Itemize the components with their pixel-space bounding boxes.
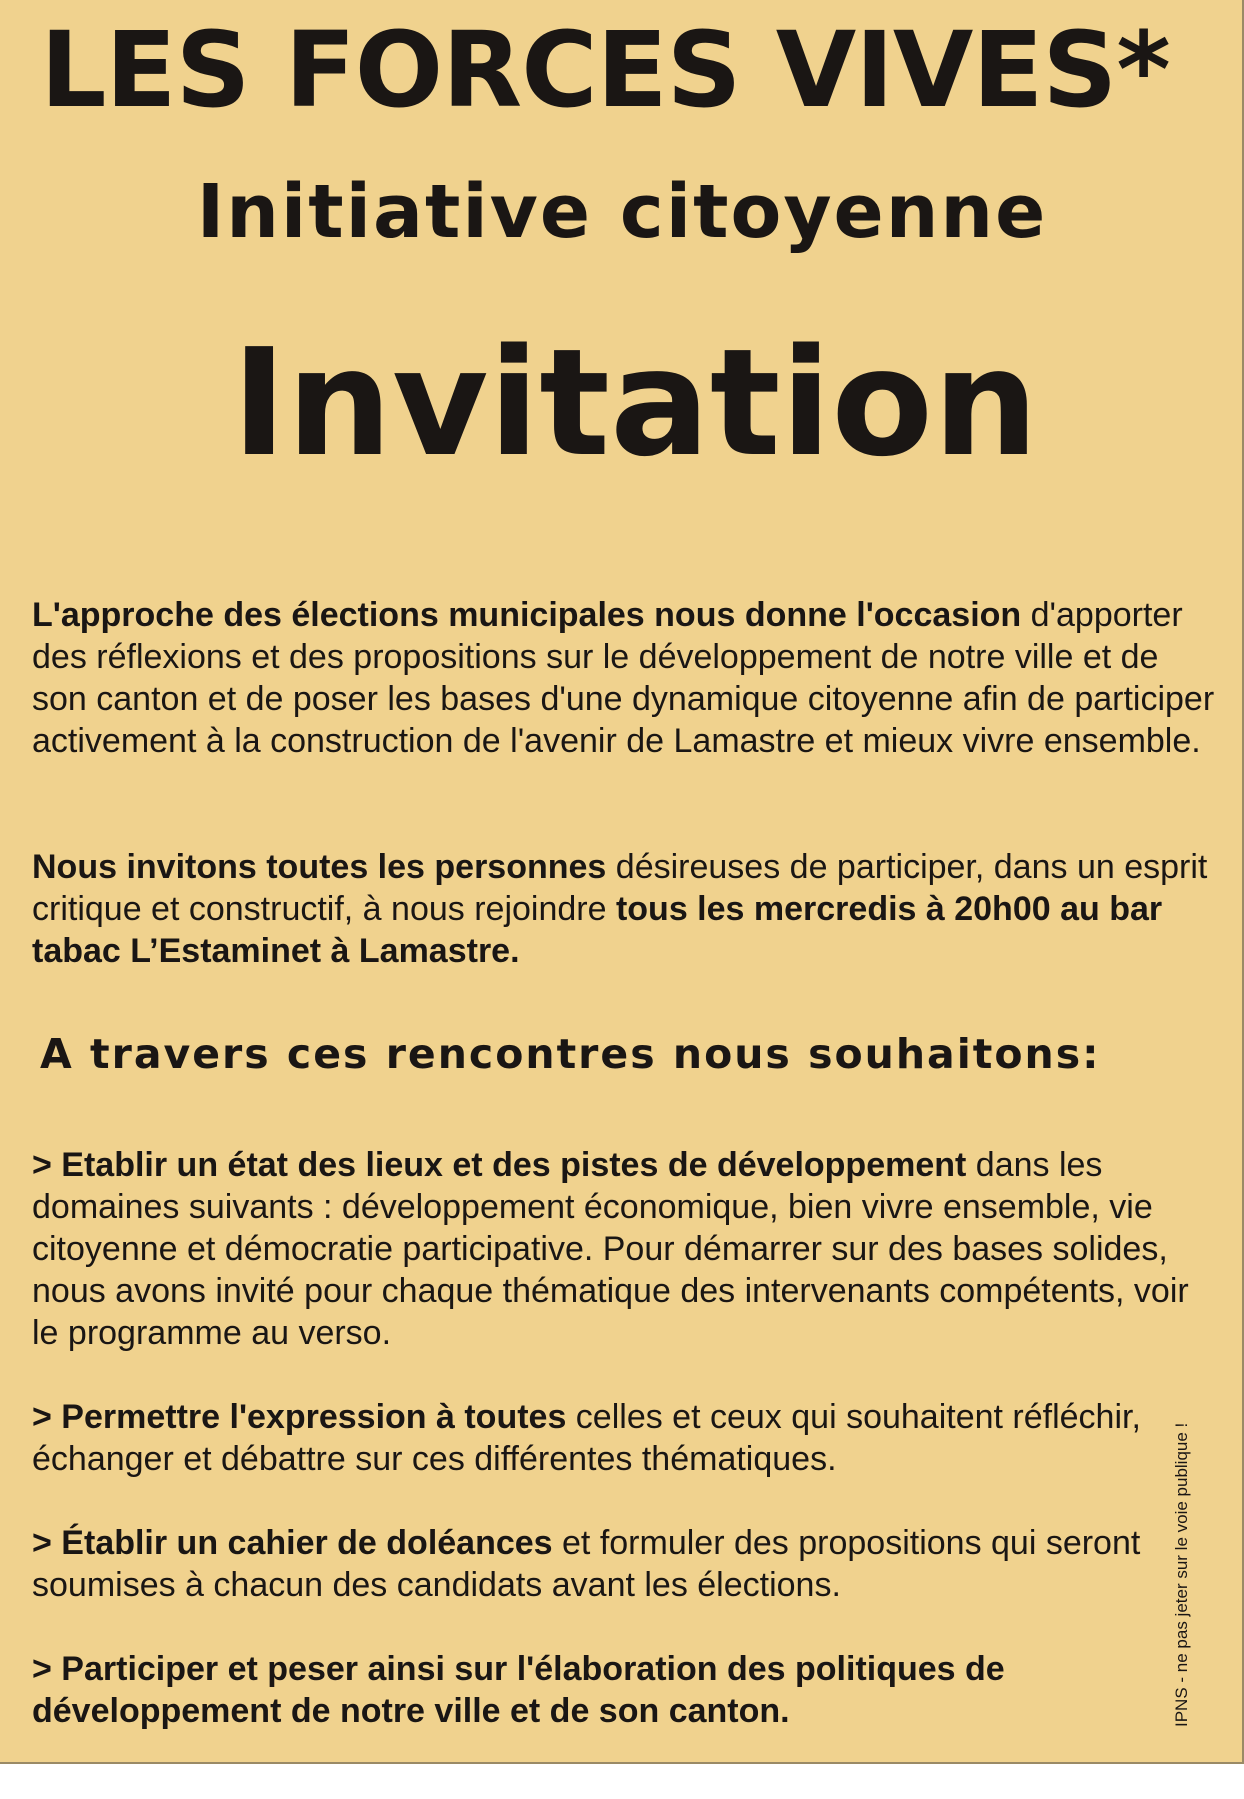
intro-paragraph xyxy=(32,594,1222,762)
goal-lead: > Etablir un état des lieux et des pistes de développement xyxy=(32,1146,967,1184)
goal-text: dans les domaines suivants : développement économique, bien vivre ensemble, vie citoyenne et démocratie participative. Pour démarrer sur des bases solides, nous avons invité pour chaque thématique des intervenants compétents, voir le programme au verso. xyxy=(32,1146,1189,1352)
goal-item xyxy=(32,1648,1222,1732)
intro-lead: L'approche des élections municipales nous donne l'occasion xyxy=(32,596,1022,634)
goal-item xyxy=(32,1522,1222,1606)
goal-item xyxy=(32,1144,1222,1354)
goal-item xyxy=(32,1396,1222,1480)
invite-text: désireuses de participer, dans un esprit critique et constructif, à nous rejoindre xyxy=(32,848,1208,928)
section-heading: A travers ces rencontres nous souhaitons: xyxy=(40,1030,1101,1078)
goal-lead: > Participer et peser ainsi sur l'élaboration des politiques de développement de notre ville et de son canton. xyxy=(32,1650,1005,1730)
goal-text: et formuler des propositions qui seront soumises à chacun des candidats avant les élections. xyxy=(32,1524,1141,1604)
invitation-heading: Invitation xyxy=(231,317,1039,489)
invite-lead: Nous invitons toutes les personnes xyxy=(32,848,607,886)
invite-paragraph xyxy=(32,846,1222,972)
goal-text: celles et ceux qui souhaitent réfléchir, échanger et débattre sur ces différentes thématiques. xyxy=(32,1398,1141,1478)
intro-text: d'apporter des réflexions et des propositions sur le développement de notre ville et de son canton et de poser les bases d'une dynamique citoyenne afin de participer activement à la construction de l'avenir de Lamastre et mieux vivre ensemble. xyxy=(32,596,1215,760)
goal-lead: > Établir un cahier de doléances xyxy=(32,1524,553,1562)
subtitle: Initiative citoyenne xyxy=(196,169,1048,255)
main-title: LES FORCES VIVES* xyxy=(40,9,1170,131)
meeting-details: tous les mercredis à 20h00 au bar tabac L’Estaminet à Lamastre. xyxy=(32,890,1163,970)
ipns-note: IPNS - ne pas jeter sur le voie publique ! xyxy=(1172,1422,1191,1727)
goal-lead: > Permettre l'expression à toutes xyxy=(32,1398,567,1436)
